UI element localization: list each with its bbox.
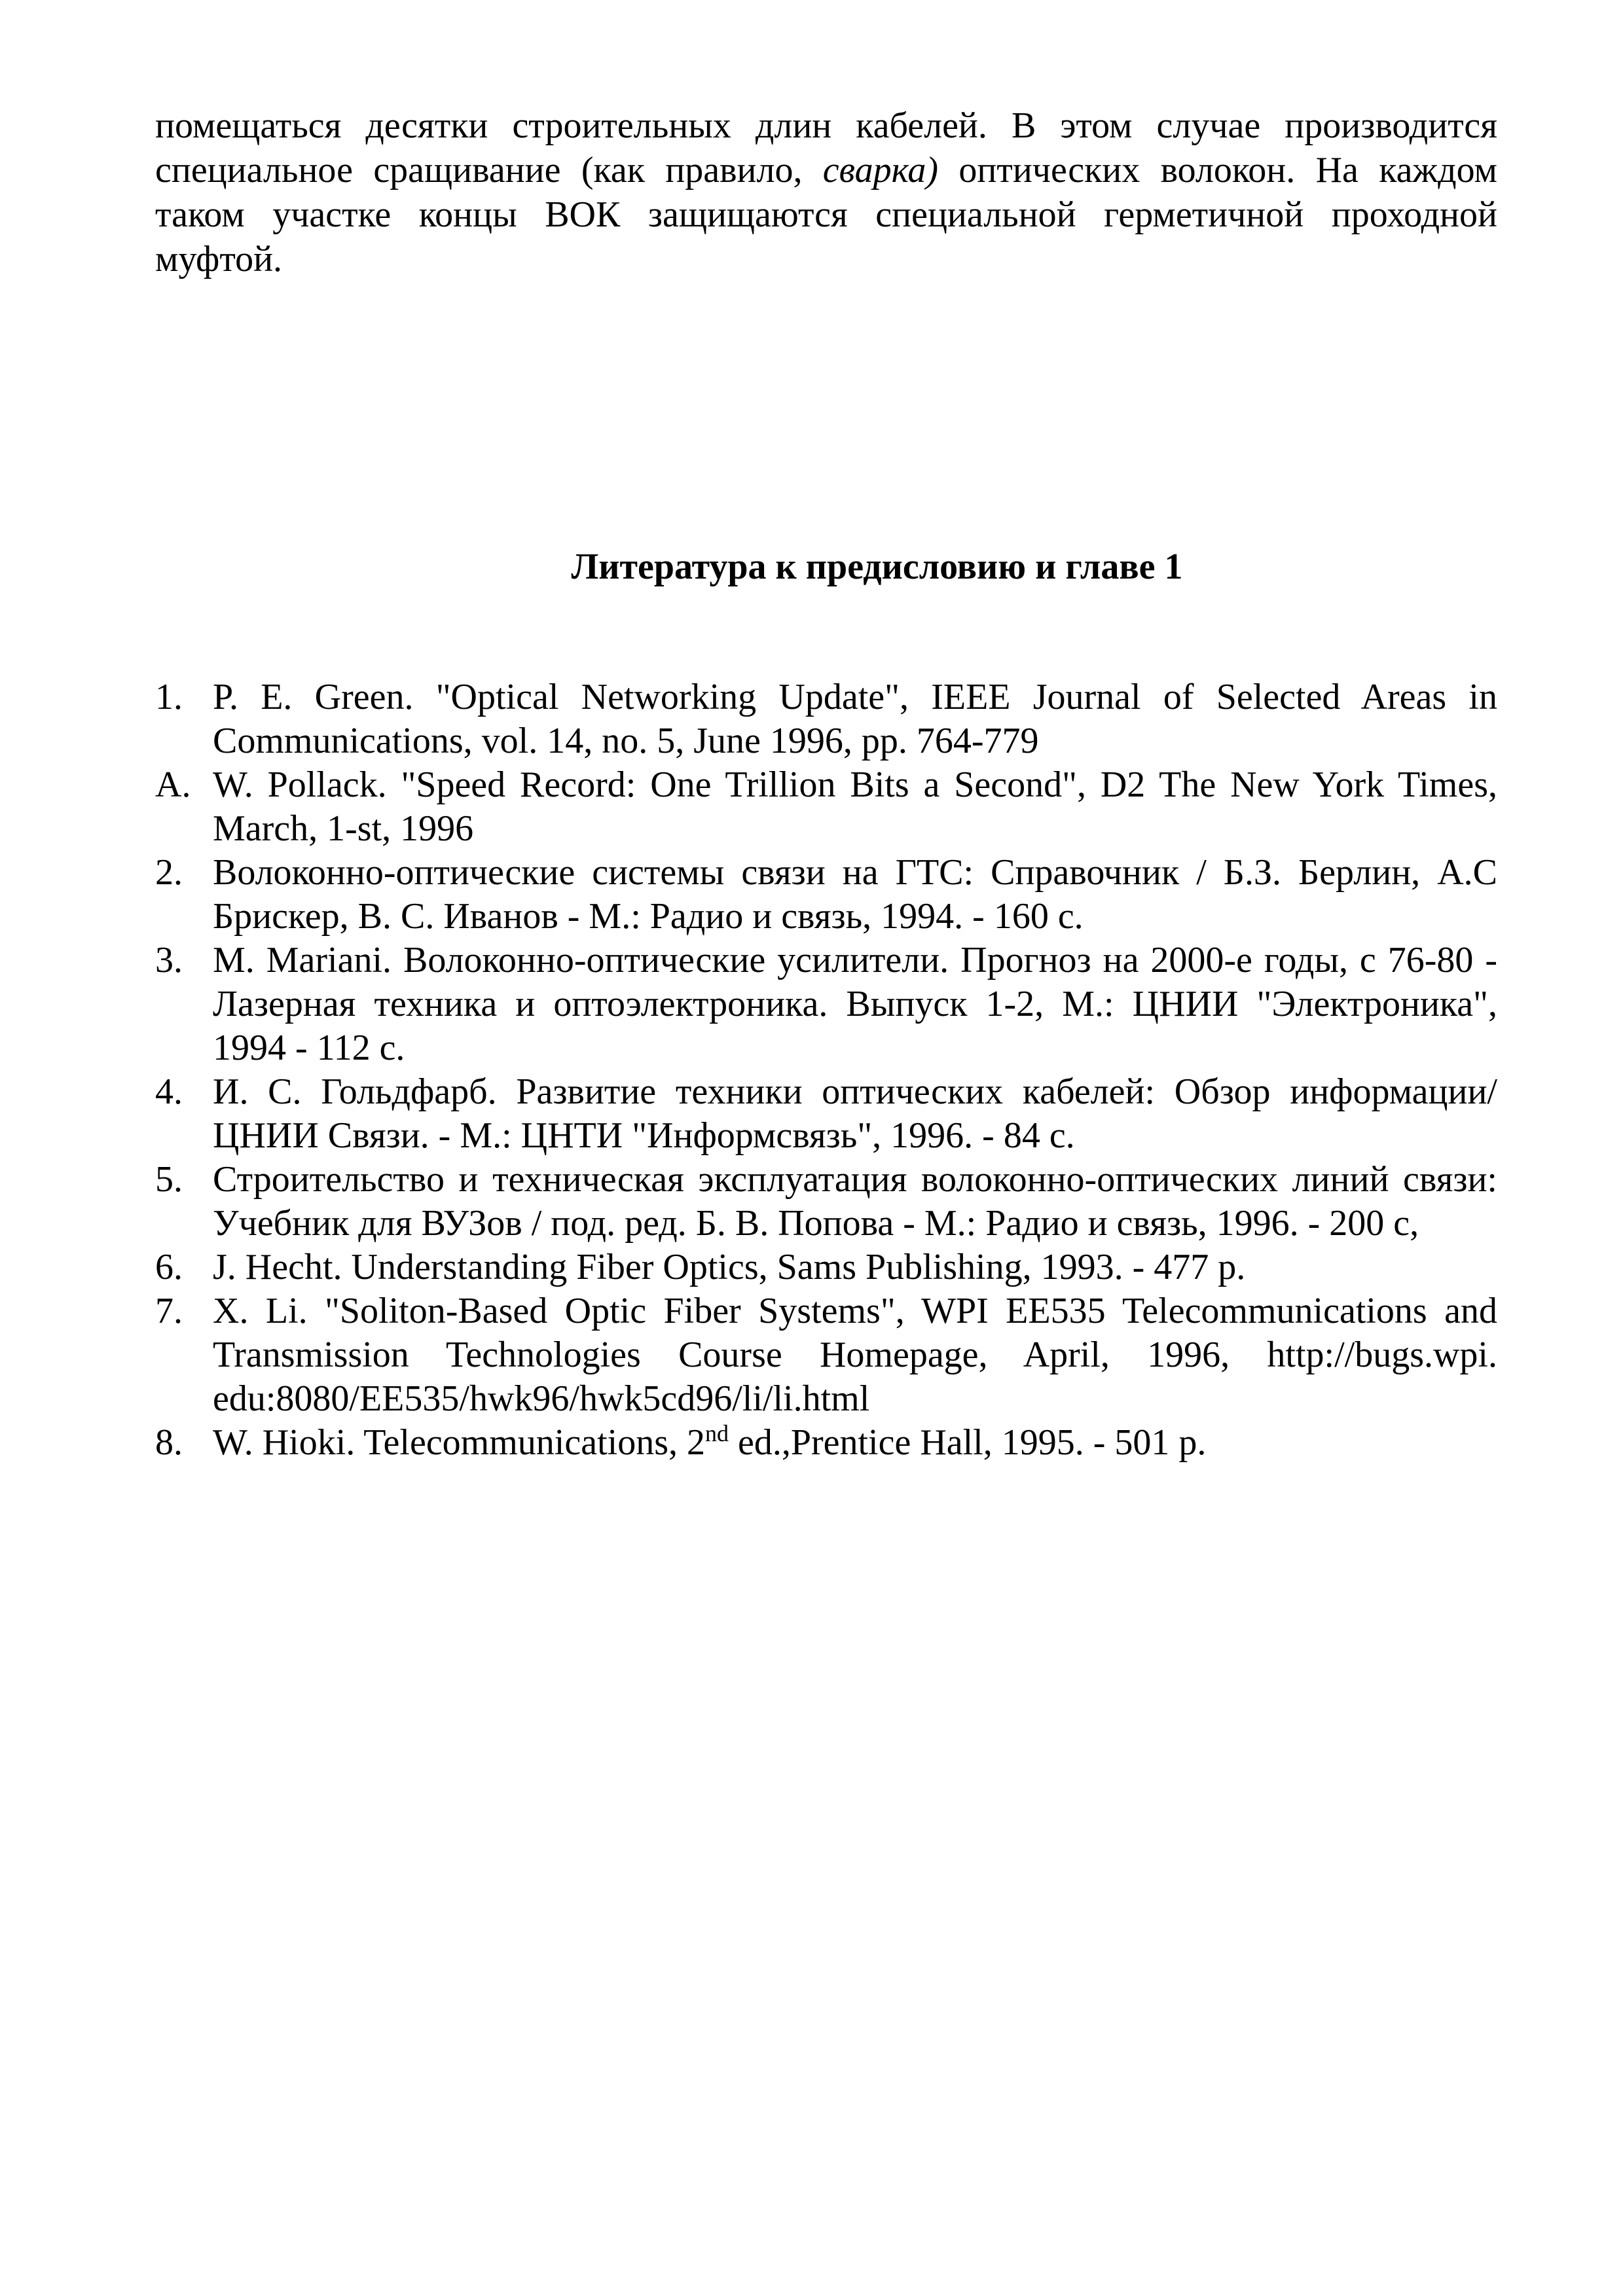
ordinal-superscript: nd: [704, 1420, 729, 1446]
reference-number: 5.: [155, 1159, 183, 1200]
paragraph-italic-term: сварка): [822, 150, 939, 190]
reference-item: [155, 1246, 1497, 1289]
reference-item: [155, 675, 1497, 763]
reference-item: [155, 1070, 1497, 1158]
reference-item: [155, 1421, 1497, 1465]
reference-text: P. E. Green. "Optical Networking Update", IEEE Journal of Selected Areas in Communications, vol. 14, no. 5, June 1996, pp. 764-779: [213, 677, 1497, 761]
reference-text: W. Pollack. "Speed Record: One Trillion Bits a Second", D2 The New York Times, March, 1-st, 1996: [213, 764, 1497, 849]
reference-item: [155, 851, 1497, 939]
reference-number: 8.: [155, 1422, 183, 1463]
reference-number: 3.: [155, 940, 183, 980]
reference-item: [155, 1158, 1497, 1246]
body-paragraph: [155, 103, 1497, 281]
reference-number: 1.: [155, 677, 183, 717]
reference-item: [155, 939, 1497, 1070]
references-heading: Литература к предисловию и главе 1: [571, 547, 1183, 587]
reference-text: Строительство и техническая эксплуатация волоконно-оптических линий связи: Учебник для ВУЗов / под. ред. Б. В. Попова - М.: Радио и связь, 1996. - 200 с,: [213, 1159, 1497, 1244]
reference-list: [155, 675, 1497, 1465]
reference-text: J. Hecht. Understanding Fiber Optics, Sams Publishing, 1993. - 477 p.: [213, 1247, 1246, 1287]
reference-number: A.: [155, 764, 191, 805]
reference-text-end: ed.,Prentice Hall, 1995. - 501 p.: [728, 1422, 1207, 1463]
reference-number: 6.: [155, 1247, 183, 1287]
reference-text-start: W. Hioki. Telecommunications, 2: [213, 1422, 705, 1463]
reference-text: X. Li. "Soliton-Based Optic Fiber Systems", WPI EE535 Telecommunications and Transmission Technologies Course Homepage, April, 1996, http://bugs.wpi. edu:8080/EE535/hwk96/hwk5cd96/li/li.html: [213, 1291, 1497, 1419]
paragraph-text-end: оптических волокон. На каждом таком участке концы ВОК защищаются специальной герметичной проходной муфтой.: [155, 150, 1497, 279]
reference-text: И. С. Гольдфарб. Развитие техники оптических кабелей: Обзор информации/ ЦНИИ Связи. - М.: ЦНТИ "Информсвязь", 1996. - 84 с.: [213, 1071, 1497, 1156]
reference-text: M. Mariani. Волоконно-оптические усилители. Прогноз на 2000-е годы, с 76-80 - Лазерная техника и оптоэлектроника. Выпуск 1-2, М.: ЦНИИ "Электроника", 1994 - 112 с.: [213, 940, 1497, 1068]
reference-item: [155, 1289, 1497, 1421]
paragraph-text-start: помещаться десятки строительных длин кабелей. В этом случае производится специальное сращивание (как правило,: [155, 105, 1497, 190]
reference-item: [155, 763, 1497, 851]
reference-number: 7.: [155, 1291, 183, 1331]
reference-number: 2.: [155, 852, 183, 893]
reference-text: [213, 1422, 1206, 1463]
reference-number: 4.: [155, 1071, 183, 1112]
reference-text: Волоконно-оптические системы связи на ГТС: Справочник / Б.З. Берлин, А.С Брискер, В. С. Иванов - М.: Радио и связь, 1994. - 160 с.: [213, 852, 1497, 937]
